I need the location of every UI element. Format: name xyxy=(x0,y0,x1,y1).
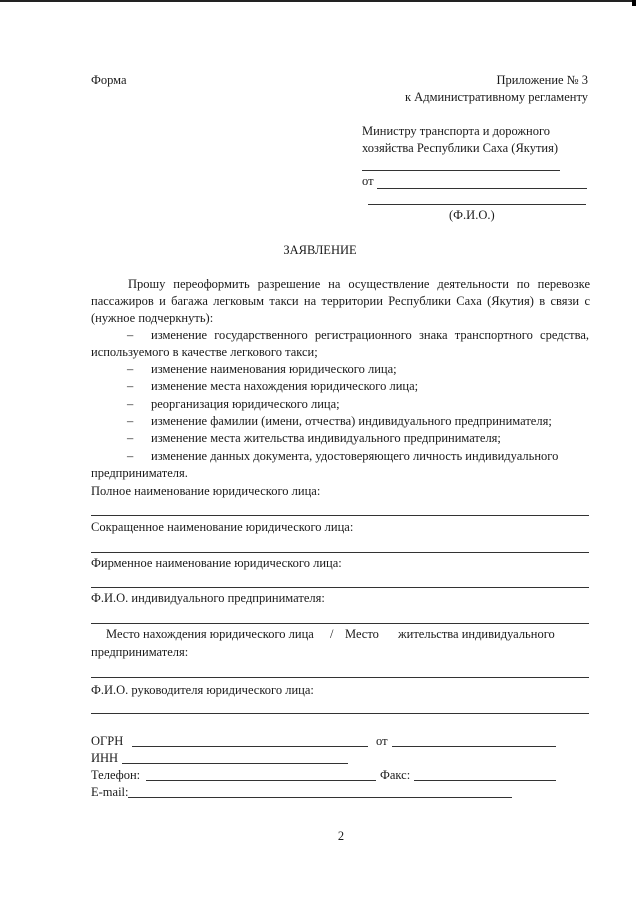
ip-fio-label: Ф.И.О. индивидуального предпринимателя: xyxy=(91,591,325,605)
ogrn-label: ОГРН xyxy=(91,734,124,748)
location-line[interactable] xyxy=(91,677,589,678)
list-dash: – xyxy=(127,431,134,445)
reason-plate-change-line-1[interactable]: изменение государственного регистрационного знака транспортного средства, xyxy=(151,328,589,342)
brand-name-line[interactable] xyxy=(91,587,589,588)
reason-residence-change[interactable]: изменение места жительства индивидуального предпринимателя; xyxy=(151,431,501,445)
list-dash: – xyxy=(127,414,134,428)
document-title: ЗАЯВЛЕНИЕ xyxy=(283,243,357,257)
appendix-reference: к Административному регламенту xyxy=(404,90,588,104)
addressee-line-1: Министру транспорта и дорожного xyxy=(362,124,551,138)
location-label-b: Место xyxy=(345,627,379,641)
phone-line[interactable] xyxy=(146,780,376,781)
head-fio-line[interactable] xyxy=(91,713,589,714)
form-label: Форма xyxy=(91,73,127,87)
intro-line-3: (нужное подчеркнуть): xyxy=(91,311,214,325)
reason-fio-change[interactable]: изменение фамилии (имени, отчества) индивидуального предпринимателя; xyxy=(151,414,552,428)
scan-edge xyxy=(0,0,634,2)
short-name-label: Сокращенное наименование юридического лица: xyxy=(91,520,354,534)
from-label: от xyxy=(362,174,374,188)
addressee-blank-line xyxy=(362,170,560,171)
appendix-number: Приложение № 3 xyxy=(496,73,588,87)
ip-fio-line[interactable] xyxy=(91,623,589,624)
short-name-line[interactable] xyxy=(91,552,589,553)
location-label-a: Место нахождения юридического лица xyxy=(106,627,314,641)
from-blank-line[interactable] xyxy=(377,188,587,189)
ogrn-date-label: от xyxy=(376,734,388,748)
head-fio-label: Ф.И.О. руководителя юридического лица: xyxy=(91,683,314,697)
inn-label: ИНН xyxy=(91,751,119,765)
reason-plate-change-line-2: используемого в качестве легкового такси; xyxy=(91,345,318,359)
scan-mark xyxy=(632,0,636,6)
phone-label: Телефон: xyxy=(91,768,141,782)
full-name-label: Полное наименование юридического лица: xyxy=(91,484,321,498)
reason-name-change[interactable]: изменение наименования юридического лица; xyxy=(151,362,397,376)
list-dash: – xyxy=(127,362,134,376)
location-label-c: жительства индивидуального xyxy=(398,627,555,641)
list-dash: – xyxy=(127,449,134,463)
email-label: E-mail: xyxy=(91,785,129,799)
page-number: 2 xyxy=(337,829,345,843)
fio-blank-line[interactable] xyxy=(368,204,586,205)
ogrn-line[interactable] xyxy=(132,746,368,747)
intro-line-1: Прошу переоформить разрешение на осуществление деятельности по перевозке xyxy=(128,277,590,291)
brand-name-label: Фирменное наименование юридического лица: xyxy=(91,556,342,570)
inn-line[interactable] xyxy=(122,763,348,764)
reason-reorganization[interactable]: реорганизация юридического лица; xyxy=(151,397,340,411)
reason-id-document-change-line-1[interactable]: изменение данных документа, удостоверяющего личность индивидуального xyxy=(151,449,559,463)
fax-line[interactable] xyxy=(414,780,556,781)
full-name-line[interactable] xyxy=(91,515,589,516)
list-dash: – xyxy=(127,328,134,342)
fio-caption: (Ф.И.О.) xyxy=(449,208,495,222)
ogrn-date-line[interactable] xyxy=(392,746,556,747)
reason-location-change[interactable]: изменение места нахождения юридического лица; xyxy=(151,379,419,393)
reason-id-document-change-line-2: предпринимателя. xyxy=(91,466,188,480)
location-slash: / xyxy=(330,627,334,641)
addressee-line-2: хозяйства Республики Саха (Якутия) xyxy=(362,141,559,155)
list-dash: – xyxy=(127,397,134,411)
list-dash: – xyxy=(127,379,134,393)
location-label-line-2: предпринимателя: xyxy=(91,645,189,659)
intro-line-2: пассажиров и багажа легковым такси на территории Республики Саха (Якутия) в связи с xyxy=(91,294,590,308)
fax-label: Факс: xyxy=(380,768,411,782)
email-line[interactable] xyxy=(128,797,512,798)
